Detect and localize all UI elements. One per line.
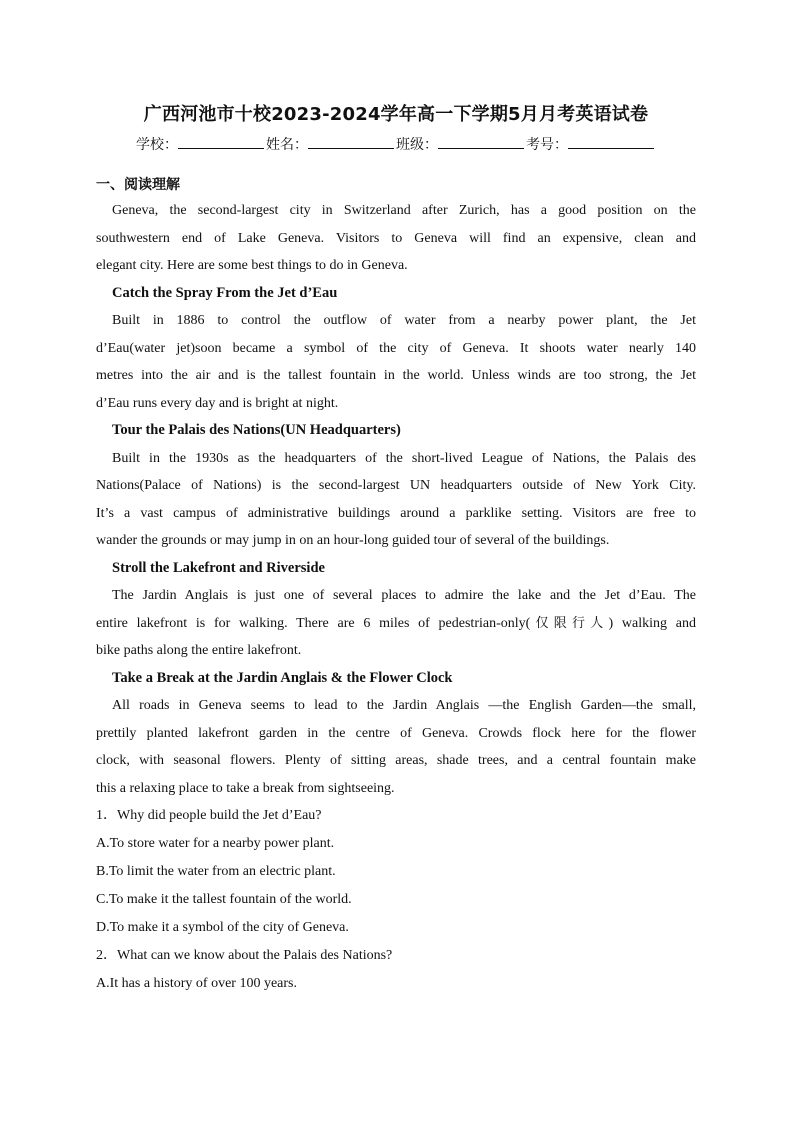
intro-line: southwestern end of Lake Geneva. Visitors to Geneva will find an expensive, clean and [96, 230, 696, 246]
name-label: 姓名： [266, 137, 308, 153]
class-blank[interactable] [438, 132, 524, 149]
school-label: 学校： [136, 137, 178, 153]
text-line: The Jardin Anglais is just one of several places to admire the lake and the Jet d’Eau. The [112, 588, 696, 603]
option-a[interactable]: A.To store water for a nearby power plant. [96, 836, 335, 851]
class-label: 班级： [396, 137, 438, 153]
student-info-line [96, 132, 696, 157]
name-blank[interactable] [308, 132, 394, 149]
text-line: prettily planted lakefront garden in the centre of Geneva. Crowds flock here for the flower [96, 725, 696, 741]
text-fragment: entire lakefront is for walking. There are 6 miles of pedestrian-only( [96, 615, 531, 631]
intro-line: Geneva, the second-largest city in Switzerland after Zurich, has a good position on the [112, 203, 696, 218]
text-fragment: ) walking and [608, 615, 696, 631]
text-line: clock, with seasonal flowers. Plenty of sitting areas, shade trees, and a central fountain make [96, 753, 696, 768]
text-line: Built in 1886 to control the outflow of water from a nearby power plant, the Jet [112, 313, 696, 328]
text-line: d’Eau runs every day and is bright at night. [96, 395, 339, 411]
heading-lakefront: Stroll the Lakefront and Riverside [112, 559, 325, 576]
text-line [96, 610, 696, 638]
paragraph-jet-deau [96, 307, 696, 417]
text-line: this a relaxing place to take a break from sightseeing. [96, 780, 395, 796]
page-title: 广西河池市十校2023-2024学年高一下学期5月月考英语试卷 [143, 104, 649, 125]
heading-palais: Tour the Palais des Nations(UN Headquarters) [112, 422, 401, 438]
option-c[interactable]: C.To make it the tallest fountain of the world. [96, 892, 352, 907]
paragraph-palais [96, 445, 696, 555]
number-label: 考号： [526, 137, 568, 153]
school-blank[interactable] [178, 132, 264, 149]
option-a[interactable]: A.It has a history of over 100 years. [96, 976, 298, 991]
option-d[interactable]: D.To make it a symbol of the city of Geneva. [96, 920, 349, 935]
question-text: 2．What can we know about the Palais des Nations? [96, 948, 393, 963]
text-line: wander the grounds or may jump in on an hour-long guided tour of several of the buildings. [96, 533, 610, 548]
paragraph-jardin [96, 692, 696, 802]
intro-paragraph [96, 197, 696, 280]
text-line: bike paths along the entire lakefront. [96, 643, 302, 658]
text-line: d’Eau(water jet)soon became a symbol of the city of Geneva. It shoots water nearly 140 [96, 340, 696, 356]
text-line: Nations(Palace of Nations) is the second-largest UN headquarters outside of New York City. [96, 478, 696, 493]
text-line: All roads in Geneva seems to lead to the Jardin Anglais —the English Garden—the small, [112, 698, 696, 713]
chinese-gloss: 仅限行人 [530, 615, 609, 631]
intro-line: elegant city. Here are some best things to do in Geneva. [96, 258, 408, 273]
question-text: 1．Why did people build the Jet d’Eau? [96, 808, 322, 823]
text-line: It’s a vast campus of administrative buildings around a parklike setting. Visitors are free to [96, 505, 696, 521]
option-b[interactable]: B.To limit the water from an electric plant. [96, 864, 336, 879]
question-1 [96, 802, 696, 942]
text-line: metres into the air and is the tallest fountain in the world. Unless winds are too strong, the Jet [96, 368, 696, 383]
question-2 [96, 942, 696, 998]
text-line: Built in the 1930s as the headquarters of the short-lived League of Nations, the Palais des [112, 450, 696, 466]
number-blank[interactable] [568, 132, 654, 149]
section-title: 一、阅读理解 [96, 177, 180, 193]
heading-jet-deau: Catch the Spray From the Jet d’Eau [112, 284, 338, 301]
heading-jardin: Take a Break at the Jardin Anglais & the Flower Clock [112, 669, 453, 686]
paragraph-lakefront [96, 582, 696, 665]
